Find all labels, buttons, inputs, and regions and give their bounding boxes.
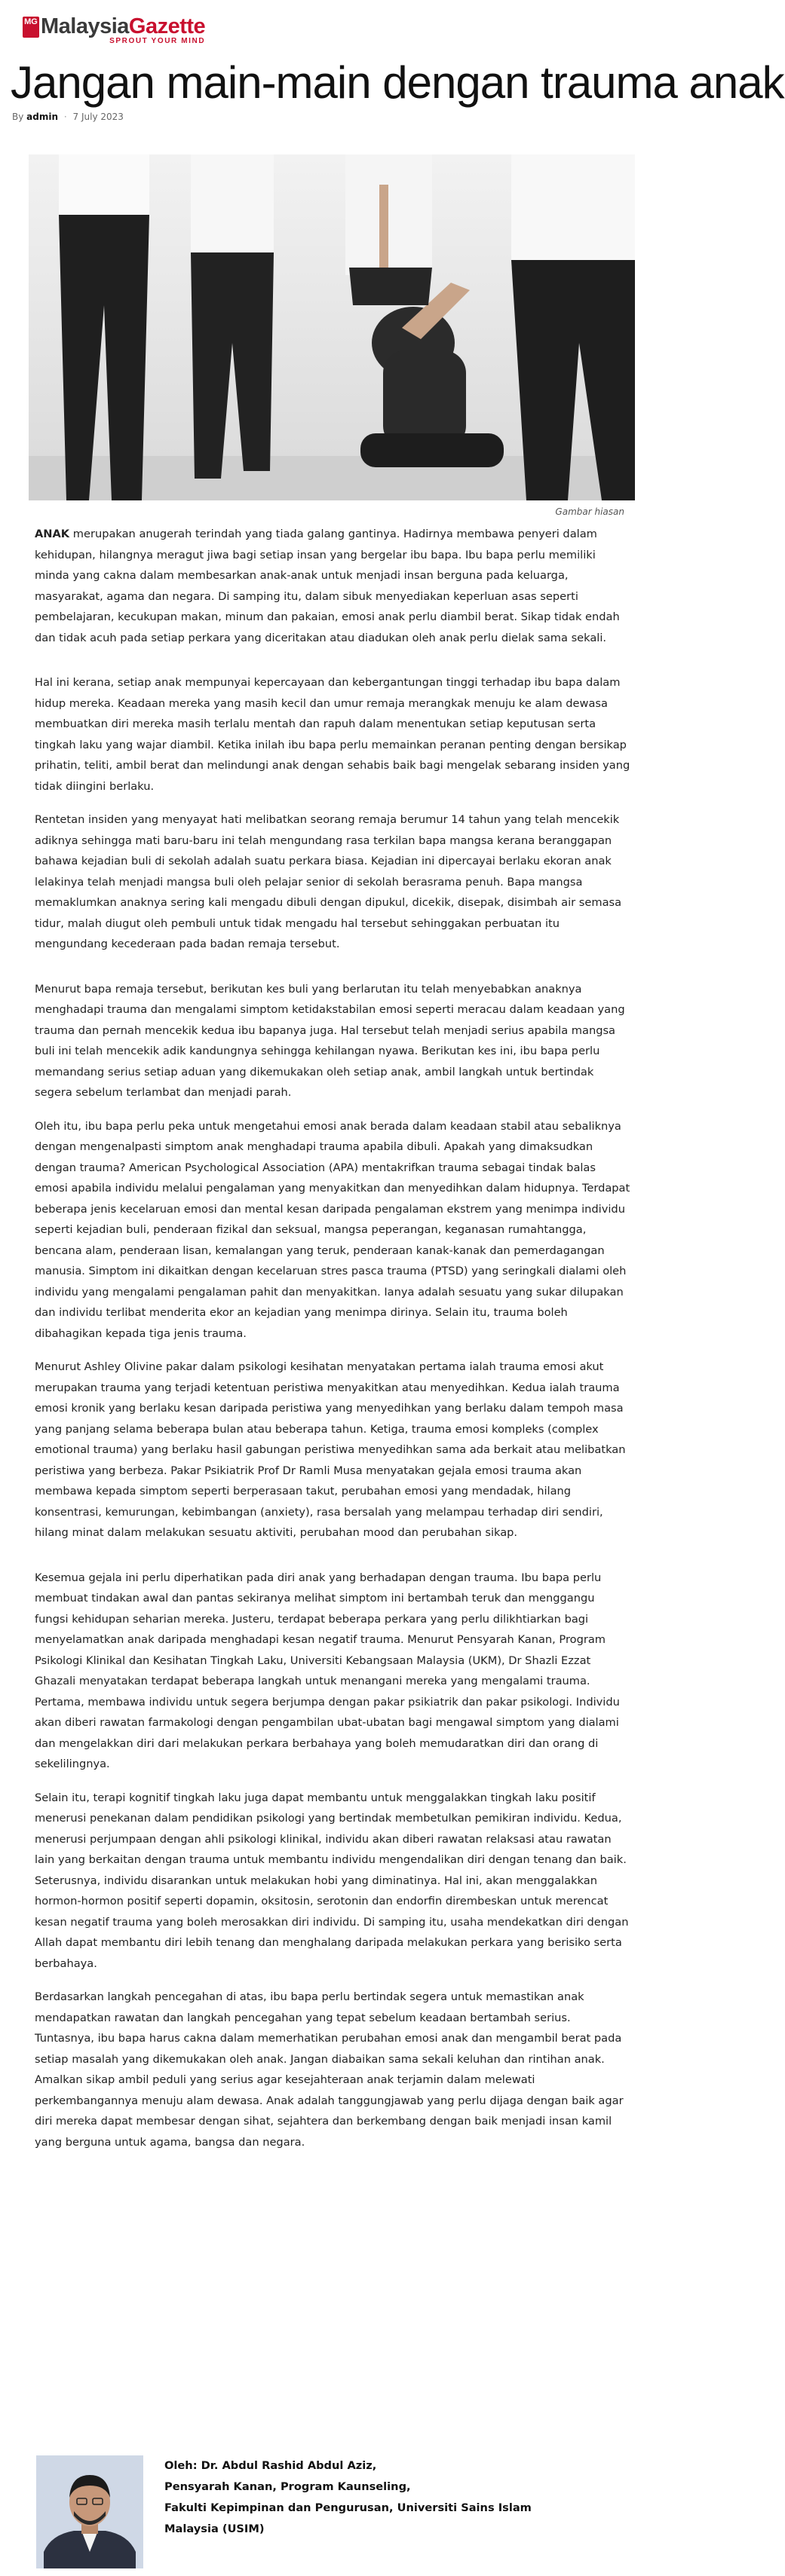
paragraph-9: Seterusnya, individu disarankan untuk melakukan hobi yang diminatinya. Hal ini, akan menggalakkan hormon-hormon positif seperti dopamin, oksitosin, serotonin dan endorfin dirembeskan untuk merencat kesan negatif trauma yang boleh merosakkan diri individu. Di samping itu, usaha mendekatkan diri dengan Allah dapat membantu diri lebih tenang dan menghalang daripada melakukan perkara yang berisiko serta berbahaya. — [35, 1874, 629, 1970]
site-logo[interactable] — [23, 15, 205, 45]
logo-tagline: SPROUT YOUR MIND — [109, 37, 206, 45]
author-box — [36, 2455, 632, 2568]
author-credit — [164, 2455, 632, 2540]
author-photo — [36, 2455, 143, 2568]
logo-text — [41, 15, 205, 45]
hero-illustration — [29, 154, 635, 500]
byline-separator: · — [63, 112, 67, 122]
paragraph-3: Rentetan insiden yang menyayat hati melibatkan seorang remaja berumur 14 tahun yang telah mencekik adiknya sehingga mati baru-baru ini telah mengundang rasa terkilan bapa mangsa kerana beranggapan bahawa kejadian buli di sekolah adalah suatu perkara biasa. Kejadian ini dipercayai berlaku ekoran anak lelakinya telah menjadi mangsa buli oleh pelajar senior di sekolah berasrama penuh. Bapa mangsa memaklumkan anaknya sering kali mengadu dibuli dengan dipukul, dicekik, disepak, disimbah air semasa tidur, malah diugut oleh pembuli untuk tidak mengadu hal tersebut sehinggakan perbuatan itu mengundang kecederaan pada badan remaja tersebut. — [35, 813, 622, 950]
lead-word: ANAK — [35, 528, 70, 540]
publish-date: 7 July 2023 — [72, 112, 124, 122]
paragraph-6: Menurut Ashley Olivine pakar dalam psikologi kesihatan menyatakan pertama ialah trauma emosi akut merupakan trauma yang terjadi ketentuan peristiwa menyakitkan atau menyedihkan. Kedua ialah trauma emosi kronik yang berlaku kesan daripada peristiwa yang menyedihkan yang berlaku dalam tempoh masa yang panjang selama beberapa bulan atau beberapa tahun. Ketiga, trauma emosi kompleks (complex emotional trauma) yang berlaku hasil gabungan peristiwa menyedihkan sama ada berkait atau melibatkan peristiwa yang berbeza. Pakar Psikiatrik Prof Dr Ramli Musa menyatakan gejala emosi trauma akan membawa kepada simptom seperti berperasaan takut, perubahan emosi yang mendadak, hilang konsentrasi, kemurungan, kebimbangan (anxiety), rasa bersalah yang melampau terhadap diri sendiri, hilang minat dalam melakukan sesuatu aktiviti, perubahan mood dan perubahan sikap. — [35, 1360, 626, 1539]
paragraph-4: Menurut bapa remaja tersebut, berikutan kes buli yang berlarutan itu telah menyebabkan anaknya menghadapi trauma dan mengalami simptom ketidakstabilan emosi seperti meracau dalam keadaan yang trauma dan pernah mencekik kedua ibu bapanya juga. Hal tersebut telah menjadi serius apabila mangsa buli ini telah mencekik adik kandungnya sehingga kehilangan nyawa. Berikutan kes ini, ibu bapa perlu memandang serius setiap aduan yang dikemukakan oleh setiap anak, ambil langkah untuk bertindak segera sebelum terlambat dan menjadi parah. — [35, 982, 625, 1099]
hero-image — [29, 154, 635, 500]
paragraph-1 — [35, 524, 630, 648]
paragraph-5: Oleh itu, ibu bapa perlu peka untuk mengetahui emosi anak berada dalam keadaan stabil atau sebaliknya dengan mengenalpasti simptom anak menghadapi trauma apabila dibuli. Apakah yang dimaksudkan dengan trauma? American Psychological Association (APA) mentakrifkan trauma sebagai tindak balas emosi apabila individu melalui pengalaman yang menyakitkan dan menyedihkan dalam hidupnya. Terdapat beberapa jenis kecelaruan emosi dan mental kesan daripada pengalaman ekstrem yang menimpa individu seperti kejadian buli, penderaan fizikal dan seksual, mangsa peperangan, keganasan rumahtangga, bencana alam, penderaan lisan, kemalangan yang teruk, penderaan kanak-kanak dan pemerdagangan manusia. Simptom ini dikaitkan dengan kecelaruan stres pasca trauma (PTSD) yang seringkali dialami oleh individu yang mengalami pengalaman pahit dan menyakitkan. Ianya adalah sesuatu yang sukar dilupakan dan individu terlibat menderita ekor an kejadian yang menimpa dirinya. Selain itu, trauma boleh dibahagikan kepada tiga jenis trauma. — [35, 1119, 630, 1340]
author-credit-line-4: Malaysia (USIM) — [164, 2522, 265, 2535]
author-credit-line-1: Oleh: Dr. Abdul Rashid Abdul Aziz, — [164, 2459, 377, 2472]
byline-prefix: By — [12, 112, 24, 122]
image-caption: Gambar hiasan — [555, 506, 624, 517]
logo-wordmark — [41, 15, 205, 38]
article-title: Jangan main-main dengan trauma anak — [11, 57, 784, 108]
logo-mark: MG — [23, 17, 39, 38]
author-credit-line-2: Pensyarah Kanan, Program Kaunseling, — [164, 2480, 411, 2493]
author-portrait — [36, 2455, 143, 2568]
article-body — [35, 524, 630, 2165]
paragraph-10: Berdasarkan langkah pencegahan di atas, ibu bapa perlu bertindak segera untuk memastikan anak mendapatkan rawatan dan langkah pencegahan yang tepat sebelum keadaan bertambah serius. Tuntasnya, ibu bapa harus cakna dalam memerhatikan perubahan emosi anak dan mengambil berat pada setiap masalah yang dikemukakan oleh anak. Jangan diabaikan sama sekali keluhan dan rintihan anak. Amalkan sikap ambil peduli yang serius agar kesejahteraan anak terjamin dalam melewati perkembangannya menuju alam dewasa. Anak adalah tanggungjawab yang perlu dijaga dengan baik agar diri mereka dapat membesar dengan sihat, sejahtera dan berkembang dengan baik menjadi insan kamil yang berguna untuk agama, bangsa dan negara. — [35, 1990, 624, 2149]
logo-word-2: Gazette — [128, 14, 206, 38]
logo-word-1: Malaysia — [41, 14, 129, 38]
author-link[interactable]: admin — [26, 112, 59, 122]
paragraph-8: Selain itu, terapi kognitif tingkah laku juga dapat membantu untuk menggalakkan tingkah laku positif menerusi penekanan dalam pendidikan psikologi yang bertindak membetulkan pemikiran individu. Kedua, menerusi perjumpaan dengan ahli psikologi klinikal, individu akan diberi rawatan relaksasi atau rawatan lain yang berkaitan dengan trauma untuk membantu individu mengendalikan diri dengan tenang dan baik. — [35, 1791, 627, 1866]
paragraph-2: Hal ini kerana, setiap anak mempunyai kepercayaan dan kebergantungan tinggi terhadap ibu bapa dalam hidup mereka. Keadaan mereka yang masih kecil dan umur remaja merangkak menuju ke alam dewasa membuatkan diri mereka masih terlalu mentah dan rapuh dalam menentukan setiap keputusan serta tingkah laku yang wajar diambil. Ketika inilah ibu bapa perlu memainkan peranan penting dengan bersikap prihatin, teliti, ambil berat dan melindungi anak dengan sehabis baik bagi mengelak sebarang insiden yang tidak diingini berlaku. — [35, 676, 630, 793]
paragraph-7: Kesemua gejala ini perlu diperhatikan pada diri anak yang berhadapan dengan trauma. Ibu bapa perlu membuat tindakan awal dan pantas sekiranya melihat simptom ini bertambah teruk dan menggangu fungsi kehidupan seharian mereka. Justeru, terdapat beberapa perkara yang perlu dilikhtiarkan bagi menyelamatkan anak daripada menghadapi kesan negatif trauma. Menurut Pensyarah Kanan, Program Psikologi Klinikal dan Kesihatan Tingkah Laku, Universiti Kebangsaan Malaysia (UKM), Dr Shazli Ezzat Ghazali menyatakan terdapat beberapa langkah untuk menangani mereka yang mengalami trauma. Pertama, membawa individu untuk segera berjumpa dengan pakar psikiatrik dan pakar psikologi. Individu akan diberi rawatan farmakologi dengan pengambilan ubat-ubatan bagi mengawal simptom yang dialami dan mengelakkan diri dari melakukan perkara berbahaya yang boleh memudaratkan diri dan orang di sekelilingnya. — [35, 1571, 620, 1770]
author-credit-line-3: Fakulti Kepimpinan dan Pengurusan, Universiti Sains Islam — [164, 2501, 532, 2514]
paragraph-1-text: merupakan anugerah terindah yang tiada galang gantinya. Hadirnya membawa penyeri dalam kehidupan, hilangnya meragut jiwa bagi setiap insan yang bergelar ibu bapa. Ibu bapa perlu memiliki minda yang cakna dalam membesarkan anak-anak untuk menjadi insan berguna pada keluarga, masyarakat, agama dan negara. Di samping itu, dalam sibuk menyediakan keperluan asas seperti pembelajaran, kecukupan makan, minum dan pakaian, emosi anak perlu diambil berat. Sikap tidak endah dan tidak acuh pada setiap perkara yang diceritakan atau diadukan oleh anak perlu dielak sama sekali. — [35, 528, 620, 644]
byline — [12, 112, 124, 122]
